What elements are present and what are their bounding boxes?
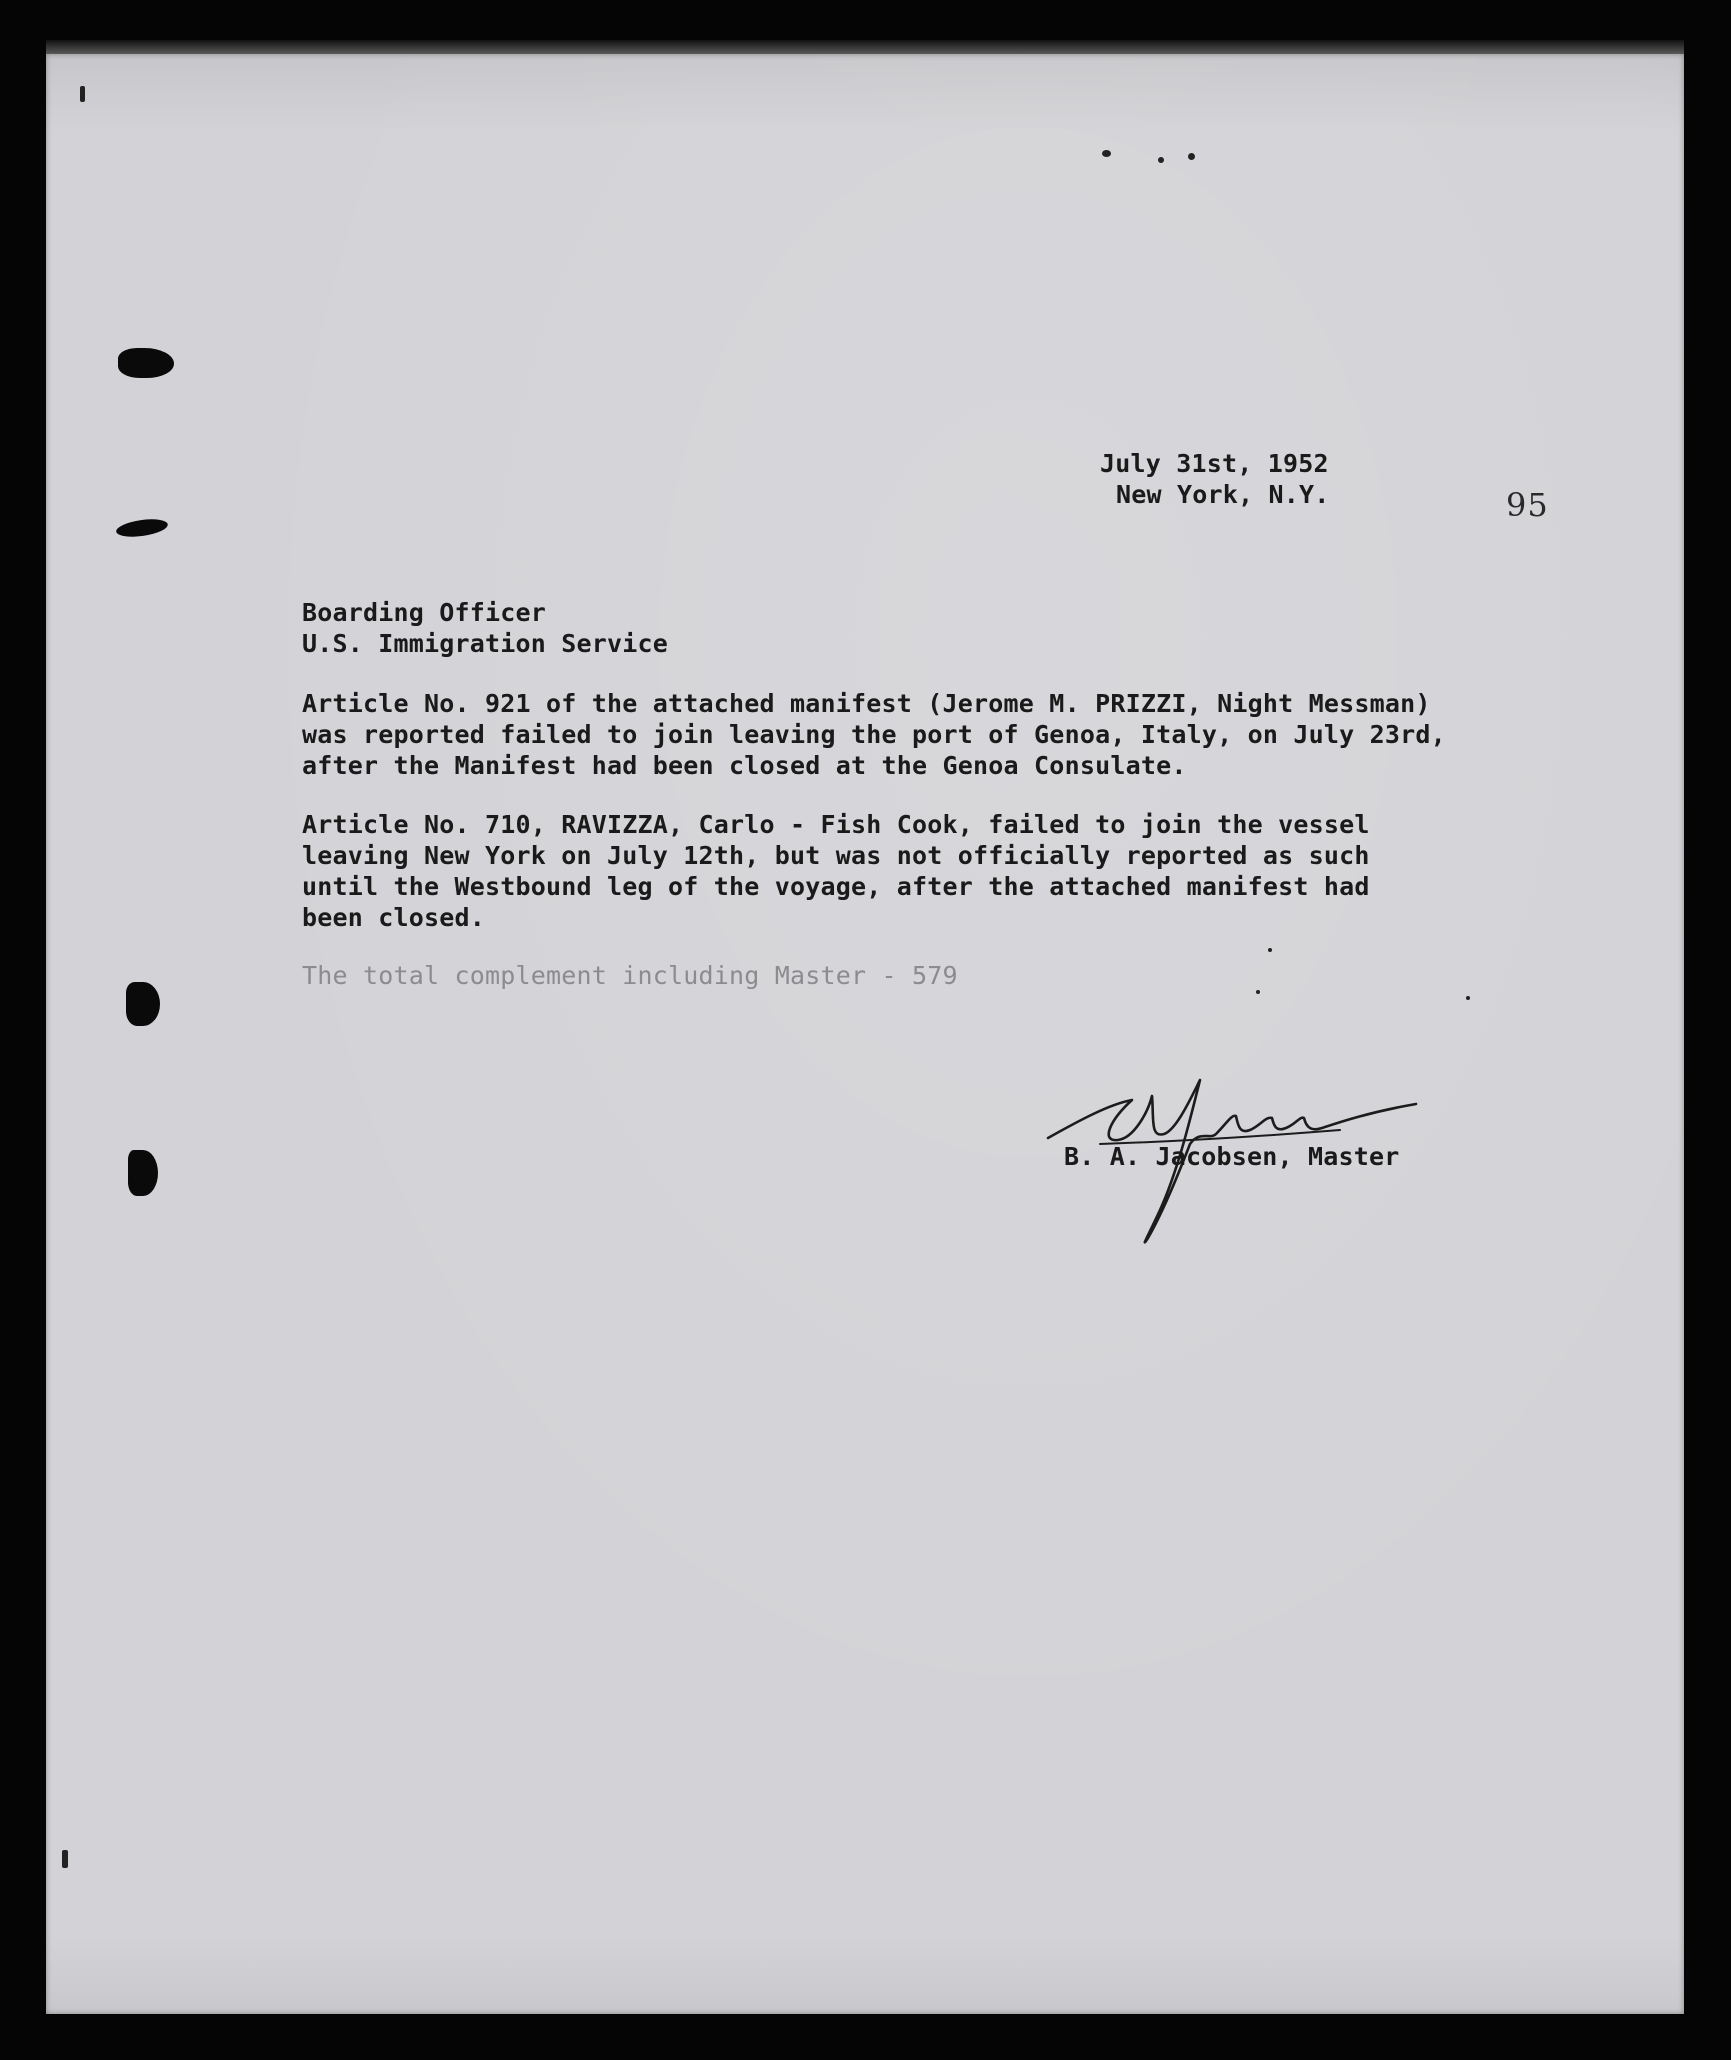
letter-date: July 31st, 1952 (1100, 449, 1329, 478)
page-number: 95 (1506, 486, 1549, 524)
speck (1188, 153, 1195, 160)
speck (1102, 150, 1111, 157)
paragraph-2-line: until the Westbound leg of the voyage, after the attached manifest had (302, 872, 1370, 901)
paragraph-1-line: Article No. 921 of the attached manifest (Jerome M. PRIZZI, Night Messman) (302, 689, 1431, 718)
speck (1466, 996, 1470, 1000)
paragraph-1-line: after the Manifest had been closed at the Genoa Consulate. (302, 751, 1187, 780)
binder-hole (118, 348, 174, 378)
binder-hole (128, 1150, 158, 1196)
letter-page (46, 54, 1684, 2014)
binder-hole (126, 982, 160, 1026)
speck (62, 1850, 68, 1868)
speck (1268, 948, 1272, 952)
paragraph-2-line: been closed. (302, 903, 486, 932)
letter-place: New York, N.Y. (1116, 480, 1330, 509)
speck (80, 86, 85, 102)
speck (1256, 990, 1260, 994)
addressee-line-1: Boarding Officer (302, 598, 547, 627)
paragraph-1-line: was reported failed to join leaving the port of Genoa, Italy, on July 23rd, (302, 720, 1446, 749)
paragraph-2-line: leaving New York on July 12th, but was not officially reported as such (302, 841, 1370, 870)
addressee-line-2: U.S. Immigration Service (302, 629, 669, 658)
speck (1158, 157, 1164, 163)
paragraph-2-line: Article No. 710, RAVIZZA, Carlo - Fish Cook, failed to join the vessel (302, 810, 1370, 839)
total-complement: The total complement including Master - 579 (302, 961, 958, 990)
signatory-name: B. A. Jacobsen, Master (1064, 1142, 1400, 1171)
